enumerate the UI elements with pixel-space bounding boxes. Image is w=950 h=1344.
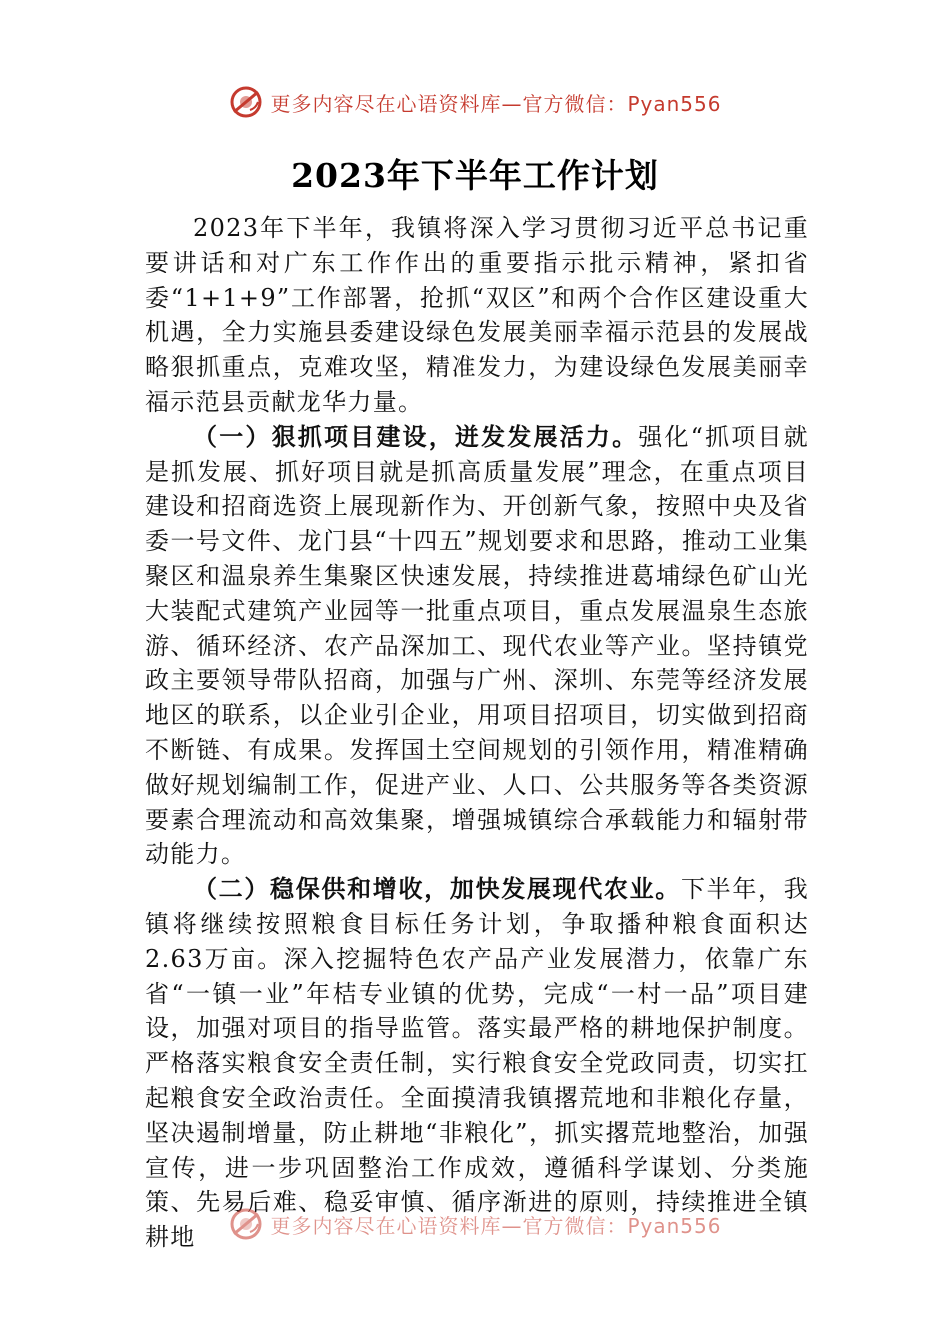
section-heading: （一）狠抓项目建设，迸发发展活力。 xyxy=(193,421,639,451)
paragraph-section-1 xyxy=(145,420,809,872)
paragraph-intro xyxy=(145,211,809,420)
paragraph-text: 下半年，我镇将继续按照粮食目标任务计划，争取播种粮食面积达2.63万亩。深入挖掘特色农产品产业发展潜力，依靠广东省“一镇一业”年桔专业镇的优势，完成“一村一品”项目建设，加强对项目的指导监管。落实最严格的耕地保护制度。严格落实粮食安全责任制，实行粮食安全党政同责，切实扛起粮食安全政治责任。全面摸清我镇撂荒地和非粮化存量，坚决遏制增量，防止耕地“非粮化”，抓实撂荒地整治，加强宣传，进一步巩固整治工作成效，遵循科学谋划、分类施策、先易后难、稳妥审慎、循序渐进的原则，持续推进全镇耕地 xyxy=(145,875,809,1252)
paragraph-section-2 xyxy=(145,872,809,1255)
paragraph-text: 强化“抓项目就是抓发展、抓好项目就是抓高质量发展”理念，在重点项目建设和招商选资上展现新作为、开创新气象，按照中央及省委一号文件、龙门县“十四五”规划要求和思路，推动工业集聚区和温泉养生集聚区快速发展，持续推进葛埔绿色矿山光大装配式建筑产业园等一批重点项目，重点发展温泉生态旅游、循环经济、农产品深加工、现代农业等产业。坚持镇党政主要领导带队招商，加强与广州、深圳、东莞等经济发展地区的联系，以企业引企业，用项目招项目，切实做到招商不断链、有成果。发挥国土空间规划的引领作用，精准精确做好规划编制工作，促进产业、人口、公共服务等各类资源要素合理流动和高效集聚，增强城镇综合承载能力和辐射带动能力。 xyxy=(145,422,809,869)
watermark-text: 更多内容尽在心语资料库—官方微信：Pyan556 xyxy=(270,1213,722,1238)
watermark-logo-icon xyxy=(228,1206,264,1242)
watermark-footer xyxy=(0,1204,950,1244)
watermark-header xyxy=(0,82,950,122)
page-title: 2023年下半年工作计划 xyxy=(291,156,659,195)
watermark-logo-icon xyxy=(228,84,264,120)
paragraph-text: 2023年下半年，我镇将深入学习贯彻习近平总书记重要讲话和对广东工作作出的重要指示批示精神，紧扣省委“1+1+9”工作部署，抢抓“双区”和两个合作区建设重大机遇，全力实施县委建设绿色发展美丽幸福示范县的发展战略狠抓重点，克难攻坚，精准发力，为建设绿色发展美丽幸福示范县贡献龙华力量。 xyxy=(145,214,809,416)
section-heading: （二）稳保供和增收，加快发展现代农业。 xyxy=(193,874,681,904)
watermark-text: 更多内容尽在心语资料库—官方微信：Pyan556 xyxy=(270,91,722,116)
